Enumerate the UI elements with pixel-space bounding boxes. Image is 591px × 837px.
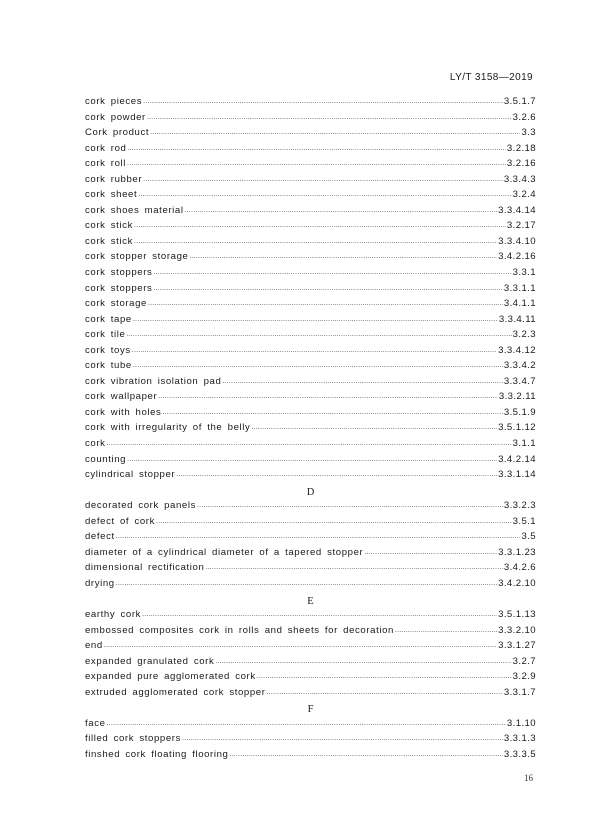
clause-reference: 3.4.2.10 [498, 577, 536, 589]
dot-leader [133, 362, 503, 369]
clause-reference: 3.3.4.2 [503, 360, 536, 372]
clause-reference: 3.2.9 [512, 671, 536, 683]
index-entry [85, 345, 536, 361]
clause-reference: 3.4.2.16 [498, 251, 536, 263]
index-entry [85, 469, 536, 485]
index-term: cork rod [85, 142, 127, 154]
index-entry [85, 143, 536, 159]
index-entry [85, 640, 536, 656]
dot-leader [182, 735, 503, 742]
clause-reference: 3.4.1.1 [503, 298, 536, 310]
index-entry [85, 516, 536, 532]
index-entry [85, 749, 536, 765]
index-entry [85, 112, 536, 128]
clause-reference: 3.3.1.14 [498, 469, 536, 481]
index-term: extruded agglomerated cork stopper [85, 686, 266, 698]
section-letter: F [307, 704, 314, 716]
index-term: Cork product [85, 127, 150, 139]
dot-leader [197, 502, 503, 509]
clause-reference: 3.3.4.7 [503, 375, 536, 387]
index-entry [85, 174, 536, 190]
index-term: cork tape [85, 313, 132, 325]
index-entry [85, 391, 536, 407]
index-entry [85, 422, 536, 438]
index-term: cork rubber [85, 173, 143, 185]
dot-leader [107, 440, 512, 447]
index-entry [85, 609, 536, 625]
index-term: cork stopper storage [85, 251, 189, 263]
dot-leader [127, 145, 505, 152]
index-term: cork [85, 438, 106, 450]
dot-leader [215, 658, 511, 665]
clause-reference: 3.3.3.5 [503, 748, 536, 760]
section-letter: E [307, 595, 314, 607]
index-entry [85, 158, 536, 174]
clause-reference: 3.3.1.23 [498, 546, 536, 558]
index-term: expanded granulated cork [85, 655, 215, 667]
clause-reference: 3.3.1.27 [498, 640, 536, 652]
index-term: cylindrical stopper [85, 469, 176, 481]
clause-reference: 3.2.7 [512, 655, 536, 667]
clause-reference: 3.1.10 [506, 717, 536, 729]
clause-reference: 3.3.4.12 [498, 344, 536, 356]
dot-leader [267, 689, 503, 696]
index-term: cork pieces [85, 96, 143, 107]
dot-leader [158, 393, 498, 400]
clause-reference: 3.3.2.10 [498, 624, 536, 636]
index-entry [85, 531, 536, 547]
index-entry [85, 96, 536, 112]
clause-reference: 3.4.2.14 [498, 453, 536, 465]
index-entry [85, 625, 536, 641]
clause-reference: 3.3.2.3 [503, 500, 536, 512]
index-term: cork tube [85, 360, 132, 372]
index-entry [85, 733, 536, 749]
dot-leader [133, 316, 498, 323]
dot-leader [189, 253, 497, 260]
index-term: cork vibration isolation pad [85, 375, 222, 387]
index-term: cork sheet [85, 189, 138, 201]
dot-leader [127, 456, 497, 463]
index-entry [85, 376, 536, 392]
index-entry [85, 454, 536, 470]
clause-reference: 3.3.1.7 [503, 686, 536, 698]
index-term: filled cork stoppers [85, 733, 181, 745]
dot-leader [147, 114, 512, 121]
dot-leader [126, 331, 511, 338]
dot-leader [153, 269, 511, 276]
clause-reference: 3.2.6 [512, 111, 536, 123]
index-entry [85, 656, 536, 672]
dot-leader [134, 222, 506, 229]
dot-leader [257, 673, 512, 680]
dot-leader [395, 627, 497, 634]
index-entry [85, 562, 536, 578]
clause-reference: 3.3.1.3 [503, 733, 536, 745]
dot-leader [150, 129, 520, 136]
index-entry [85, 671, 536, 687]
dot-leader [364, 549, 497, 556]
dot-leader [148, 300, 503, 307]
index-entry [85, 578, 536, 594]
index-term: cork toys [85, 344, 131, 356]
dot-leader [251, 424, 497, 431]
index-entry [85, 236, 536, 252]
clause-reference: 3.3 [521, 127, 536, 139]
index-term: cork with irregularity of the belly [85, 422, 251, 434]
index-term: face [85, 717, 106, 729]
dot-leader [143, 176, 503, 183]
clause-reference: 3.2.4 [512, 189, 536, 201]
index-term: defect [85, 531, 115, 543]
dot-leader [176, 471, 497, 478]
clause-reference: 3.3.4.3 [503, 173, 536, 185]
clause-reference: 3.5.1.12 [498, 422, 536, 434]
index-term: defect of cork [85, 515, 155, 527]
index-term: cork storage [85, 298, 147, 310]
index-list [85, 96, 536, 765]
clause-reference: 3.3.2.11 [498, 391, 536, 403]
clause-reference: 3.5.1 [512, 515, 536, 527]
index-term: cork wallpaper [85, 391, 158, 403]
dot-leader [156, 518, 512, 525]
clause-reference: 3.5.1.7 [503, 96, 536, 107]
index-entry [85, 298, 536, 314]
dot-leader [153, 285, 502, 292]
dot-leader [134, 238, 497, 245]
index-term: cork with holes [85, 406, 162, 418]
index-entry [85, 314, 536, 330]
index-entry [85, 687, 536, 703]
dot-leader [132, 347, 497, 354]
index-term: dimensional rectification [85, 562, 205, 574]
index-term: cork stoppers [85, 267, 153, 279]
clause-reference: 3.3.1.1 [503, 282, 536, 294]
dot-leader [116, 533, 521, 540]
index-entry [85, 547, 536, 563]
index-entry [85, 205, 536, 221]
index-entry [85, 220, 536, 236]
clause-reference: 3.3.4.10 [498, 235, 536, 247]
index-term: cork tile [85, 329, 126, 341]
index-term: expanded pure agglomerated cork [85, 671, 256, 683]
clause-reference: 3.4.2.6 [503, 562, 536, 574]
dot-leader [142, 611, 497, 618]
dot-leader [143, 98, 503, 105]
index-entry [85, 267, 536, 283]
index-term: decorated cork panels [85, 500, 196, 512]
index-term: embossed composites cork in rolls and sheets for decoration [85, 624, 394, 636]
index-entry [85, 360, 536, 376]
clause-reference: 3.3.4.14 [498, 204, 536, 216]
clause-reference: 3.5.1.9 [503, 406, 536, 418]
clause-reference: 3.3.1 [512, 267, 536, 279]
index-term: diameter of a cylindrical diameter of a tapered stopper [85, 546, 364, 558]
index-entry [85, 718, 536, 734]
index-entry [85, 407, 536, 423]
index-term: end [85, 640, 103, 652]
index-term: cork shoes material [85, 204, 184, 216]
dot-leader [116, 580, 497, 587]
dot-leader [229, 751, 502, 758]
index-term: counting [85, 453, 127, 465]
index-entry [85, 438, 536, 454]
clause-reference: 3.5 [521, 531, 536, 543]
section-letter: D [306, 486, 315, 498]
clause-reference: 3.1.1 [512, 438, 536, 450]
page-number: 16 [524, 773, 533, 783]
index-term: cork stoppers [85, 282, 153, 294]
dot-leader [185, 207, 498, 214]
clause-reference: 3.5.1.13 [498, 609, 536, 621]
index-term: cork powder [85, 111, 146, 123]
index-term: drying [85, 577, 115, 589]
clause-reference: 3.3.4.11 [498, 313, 536, 325]
dot-leader [104, 642, 497, 649]
index-entry [85, 329, 536, 345]
index-entry [85, 189, 536, 205]
clause-reference: 3.2.17 [506, 220, 536, 232]
index-entry [85, 500, 536, 516]
index-term: earthy cork [85, 609, 142, 621]
document-code: LY/T 3158—2019 [449, 72, 533, 83]
dot-leader [127, 160, 506, 167]
dot-leader [107, 720, 506, 727]
index-entry [85, 127, 536, 143]
clause-reference: 3.2.18 [506, 142, 536, 154]
clause-reference: 3.2.3 [512, 329, 536, 341]
index-entry [85, 251, 536, 267]
dot-leader [138, 191, 511, 198]
index-entry [85, 283, 536, 299]
clause-reference: 3.2.16 [506, 158, 536, 170]
dot-leader [162, 409, 502, 416]
dot-leader [222, 378, 502, 385]
dot-leader [205, 564, 502, 571]
index-term: finshed cork floating flooring [85, 748, 229, 760]
index-term: cork stick [85, 220, 133, 232]
index-term: cork stick [85, 235, 133, 247]
index-term: cork roll [85, 158, 126, 170]
